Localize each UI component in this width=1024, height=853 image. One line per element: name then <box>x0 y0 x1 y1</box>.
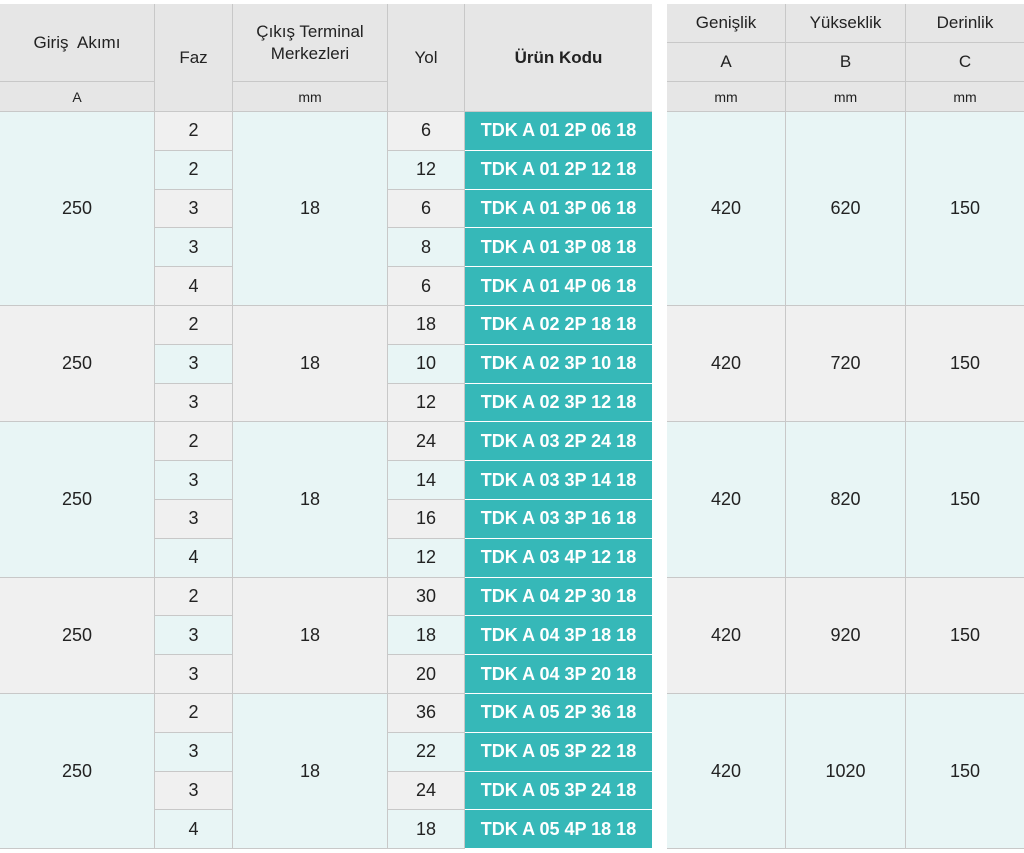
yol-cell-text: 6 <box>420 120 431 141</box>
faz-cell-text: 4 <box>188 547 199 568</box>
giris-akimi-cell <box>0 306 155 422</box>
faz-cell-text: 2 <box>188 430 199 451</box>
yukseklik-cell <box>786 694 906 849</box>
unit-cikis <box>233 82 388 112</box>
cikis-terminal-cell-text: 18 <box>299 198 321 218</box>
urun-kodu-cell-text: TDK A 03 3P 14 18 <box>480 469 637 490</box>
header-derinlik <box>906 4 1024 43</box>
letter-yukseklik-label: B <box>839 52 852 71</box>
urun-kodu-cell <box>465 655 652 694</box>
urun-kodu-cell-text: TDK A 04 3P 18 18 <box>480 624 637 645</box>
yukseklik-cell-text: 1020 <box>825 760 866 781</box>
faz-cell-text: 3 <box>188 624 199 645</box>
cikis-terminal-cell <box>233 422 388 577</box>
faz-cell-text: 3 <box>188 236 199 257</box>
faz-cell <box>155 384 233 423</box>
unit-giris-akimi <box>0 82 155 112</box>
urun-kodu-cell-text: TDK A 04 3P 20 18 <box>480 663 637 684</box>
urun-kodu-cell-text: TDK A 02 3P 10 18 <box>480 353 637 374</box>
giris-akimi-cell-text: 250 <box>61 488 93 509</box>
urun-kodu-cell <box>465 345 652 384</box>
faz-cell-text: 3 <box>188 391 199 412</box>
urun-kodu-cell <box>465 190 652 229</box>
unit-yukseklik <box>786 82 906 112</box>
faz-cell-text: 2 <box>188 120 199 141</box>
faz-cell <box>155 539 233 578</box>
faz-cell <box>155 810 233 849</box>
genislik-cell <box>667 578 786 694</box>
derinlik-cell <box>906 306 1024 422</box>
yol-cell <box>388 112 465 151</box>
yol-cell-text: 6 <box>420 197 431 218</box>
giris-akimi-cell-text: 250 <box>61 353 93 374</box>
faz-cell-text: 3 <box>188 779 199 800</box>
faz-cell-text: 2 <box>188 702 199 723</box>
urun-kodu-cell <box>465 384 652 423</box>
genislik-cell <box>667 112 786 306</box>
unit-genislik <box>667 82 786 112</box>
yol-cell <box>388 694 465 733</box>
urun-kodu-cell-text: TDK A 01 2P 06 18 <box>480 120 637 141</box>
urun-kodu-cell <box>465 267 652 306</box>
yol-cell <box>388 422 465 461</box>
urun-kodu-cell <box>465 810 652 849</box>
yol-cell-text: 18 <box>415 624 437 645</box>
genislik-cell <box>667 422 786 577</box>
urun-kodu-cell-text: TDK A 05 2P 36 18 <box>480 702 637 723</box>
faz-cell-text: 2 <box>188 585 199 606</box>
giris-akimi-cell <box>0 112 155 306</box>
yol-cell-text: 18 <box>415 314 437 335</box>
derinlik-cell-text: 150 <box>949 624 981 645</box>
faz-cell <box>155 422 233 461</box>
derinlik-cell <box>906 422 1024 577</box>
header-giris-akimi <box>0 4 155 82</box>
faz-cell-text: 2 <box>188 159 199 180</box>
yol-cell <box>388 151 465 190</box>
yukseklik-cell-text: 920 <box>830 624 861 645</box>
yol-cell <box>388 539 465 578</box>
urun-kodu-cell <box>465 539 652 578</box>
faz-cell <box>155 112 233 151</box>
yol-cell <box>388 733 465 772</box>
yol-cell-text: 18 <box>415 818 437 839</box>
urun-kodu-cell <box>465 228 652 267</box>
yol-cell-text: 20 <box>415 663 437 684</box>
header-cikis <box>233 4 388 82</box>
urun-kodu-cell-text: TDK A 05 3P 24 18 <box>480 779 637 800</box>
cikis-terminal-cell <box>233 306 388 422</box>
yol-cell <box>388 384 465 423</box>
faz-cell-text: 3 <box>188 197 199 218</box>
urun-kodu-cell <box>465 733 652 772</box>
genislik-cell <box>667 694 786 849</box>
yol-cell-text: 24 <box>415 779 437 800</box>
yukseklik-cell-text: 620 <box>830 198 861 218</box>
faz-cell <box>155 694 233 733</box>
urun-kodu-cell <box>465 772 652 811</box>
giris-akimi-cell-text: 250 <box>61 624 93 645</box>
faz-cell <box>155 345 233 384</box>
yol-cell-text: 36 <box>415 702 437 723</box>
letter-genislik <box>667 43 786 82</box>
yukseklik-cell <box>786 422 906 577</box>
header-yol <box>388 4 465 112</box>
yol-cell <box>388 228 465 267</box>
urun-kodu-cell <box>465 578 652 617</box>
letter-yukseklik <box>786 43 906 82</box>
header-urun-kodu <box>465 4 652 112</box>
faz-cell <box>155 772 233 811</box>
letter-derinlik <box>906 43 1024 82</box>
genislik-cell-text: 420 <box>710 198 742 218</box>
urun-kodu-cell-text: TDK A 03 3P 16 18 <box>480 508 637 529</box>
urun-kodu-cell <box>465 422 652 461</box>
faz-cell-text: 2 <box>188 314 199 335</box>
cikis-terminal-cell-text: 18 <box>299 624 321 645</box>
urun-kodu-cell <box>465 306 652 345</box>
urun-kodu-cell <box>465 461 652 500</box>
yukseklik-cell <box>786 306 906 422</box>
faz-cell <box>155 616 233 655</box>
unit-giris-label: A <box>72 88 82 105</box>
yol-cell-text: 12 <box>415 159 437 180</box>
derinlik-cell <box>906 578 1024 694</box>
urun-kodu-cell <box>465 616 652 655</box>
urun-kodu-cell-text: TDK A 01 3P 08 18 <box>480 236 637 257</box>
faz-cell-text: 4 <box>188 275 199 296</box>
yol-cell-text: 12 <box>415 547 437 568</box>
yol-cell <box>388 190 465 229</box>
unit-genislik-label: mm <box>714 88 738 105</box>
header-yukseklik <box>786 4 906 43</box>
genislik-cell-text: 420 <box>710 353 742 374</box>
yol-cell-text: 12 <box>415 391 437 412</box>
header-genislik <box>667 4 786 43</box>
genislik-cell <box>667 306 786 422</box>
yol-cell <box>388 306 465 345</box>
urun-kodu-cell-text: TDK A 05 3P 22 18 <box>480 741 637 762</box>
yol-cell <box>388 461 465 500</box>
yol-cell <box>388 267 465 306</box>
unit-cikis-label: mm <box>298 88 322 105</box>
header-genislik-label: Genişlik <box>695 13 757 32</box>
yol-cell-text: 16 <box>415 508 437 529</box>
yol-cell-text: 14 <box>415 469 437 490</box>
faz-cell-text: 3 <box>188 663 199 684</box>
faz-cell-text: 3 <box>188 353 199 374</box>
cikis-terminal-cell-text: 18 <box>299 760 321 781</box>
yol-cell <box>388 772 465 811</box>
unit-derinlik <box>906 82 1024 112</box>
yukseklik-cell <box>786 112 906 306</box>
left-table <box>0 4 652 853</box>
yol-cell-text: 22 <box>415 741 437 762</box>
faz-cell <box>155 500 233 539</box>
header-urun-kodu-label: Ürün Kodu <box>514 47 603 67</box>
faz-cell <box>155 578 233 617</box>
header-yukseklik-label: Yükseklik <box>809 13 882 32</box>
header-faz <box>155 4 233 112</box>
urun-kodu-cell-text: TDK A 03 2P 24 18 <box>480 430 637 451</box>
derinlik-cell <box>906 694 1024 849</box>
faz-cell <box>155 228 233 267</box>
header-derinlik-label: Derinlik <box>936 13 994 32</box>
faz-cell <box>155 655 233 694</box>
faz-cell <box>155 151 233 190</box>
header-faz-label: Faz <box>179 47 208 67</box>
urun-kodu-cell <box>465 151 652 190</box>
faz-cell-text: 3 <box>188 469 199 490</box>
derinlik-cell <box>906 112 1024 306</box>
faz-cell <box>155 190 233 229</box>
yol-cell <box>388 578 465 617</box>
yol-cell <box>388 345 465 384</box>
faz-cell-text: 4 <box>188 818 199 839</box>
cikis-terminal-cell <box>233 578 388 694</box>
letter-genislik-label: A <box>720 52 732 71</box>
urun-kodu-cell <box>465 694 652 733</box>
urun-kodu-cell <box>465 500 652 539</box>
genislik-cell-text: 420 <box>710 488 742 509</box>
yol-cell <box>388 655 465 694</box>
urun-kodu-cell <box>465 112 652 151</box>
giris-akimi-cell <box>0 694 155 849</box>
yol-cell-text: 6 <box>420 275 431 296</box>
urun-kodu-cell-text: TDK A 01 3P 06 18 <box>480 197 637 218</box>
cikis-terminal-cell <box>233 694 388 849</box>
faz-cell <box>155 306 233 345</box>
giris-akimi-cell-text: 250 <box>61 760 93 781</box>
genislik-cell-text: 420 <box>710 624 742 645</box>
genislik-cell-text: 420 <box>710 760 742 781</box>
faz-cell <box>155 461 233 500</box>
yol-cell <box>388 616 465 655</box>
yukseklik-cell <box>786 578 906 694</box>
faz-cell <box>155 267 233 306</box>
giris-akimi-cell <box>0 422 155 577</box>
urun-kodu-cell-text: TDK A 03 4P 12 18 <box>480 547 637 568</box>
giris-akimi-cell <box>0 578 155 694</box>
right-table <box>667 4 1024 853</box>
yol-cell-text: 8 <box>420 236 431 257</box>
header-cikis-label: Çıkış Terminal Merkezleri <box>256 21 364 63</box>
urun-kodu-cell-text: TDK A 01 4P 06 18 <box>480 275 637 296</box>
faz-cell-text: 3 <box>188 508 199 529</box>
header-giris-akimi-label: Giriş Akımı <box>33 32 121 52</box>
faz-cell <box>155 733 233 772</box>
header-yol-label: Yol <box>414 47 438 67</box>
cikis-terminal-cell <box>233 112 388 306</box>
giris-akimi-cell-text: 250 <box>61 198 93 218</box>
derinlik-cell-text: 150 <box>949 198 981 218</box>
yol-cell <box>388 810 465 849</box>
faz-cell-text: 3 <box>188 741 199 762</box>
urun-kodu-cell-text: TDK A 02 2P 18 18 <box>480 314 637 335</box>
yukseklik-cell-text: 820 <box>830 488 861 509</box>
yol-cell-text: 30 <box>415 585 437 606</box>
derinlik-cell-text: 150 <box>949 488 981 509</box>
yol-cell-text: 24 <box>415 430 437 451</box>
cikis-terminal-cell-text: 18 <box>299 488 321 509</box>
letter-derinlik-label: C <box>958 52 972 71</box>
derinlik-cell-text: 150 <box>949 353 981 374</box>
urun-kodu-cell-text: TDK A 01 2P 12 18 <box>480 159 637 180</box>
urun-kodu-cell-text: TDK A 02 3P 12 18 <box>480 391 637 412</box>
unit-yukseklik-label: mm <box>833 88 858 105</box>
derinlik-cell-text: 150 <box>949 760 981 781</box>
unit-derinlik-label: mm <box>953 88 977 105</box>
urun-kodu-cell-text: TDK A 05 4P 18 18 <box>480 818 637 839</box>
yukseklik-cell-text: 720 <box>830 353 861 374</box>
urun-kodu-cell-text: TDK A 04 2P 30 18 <box>480 585 637 606</box>
cikis-terminal-cell-text: 18 <box>299 353 321 374</box>
yol-cell <box>388 500 465 539</box>
yol-cell-text: 10 <box>415 353 437 374</box>
